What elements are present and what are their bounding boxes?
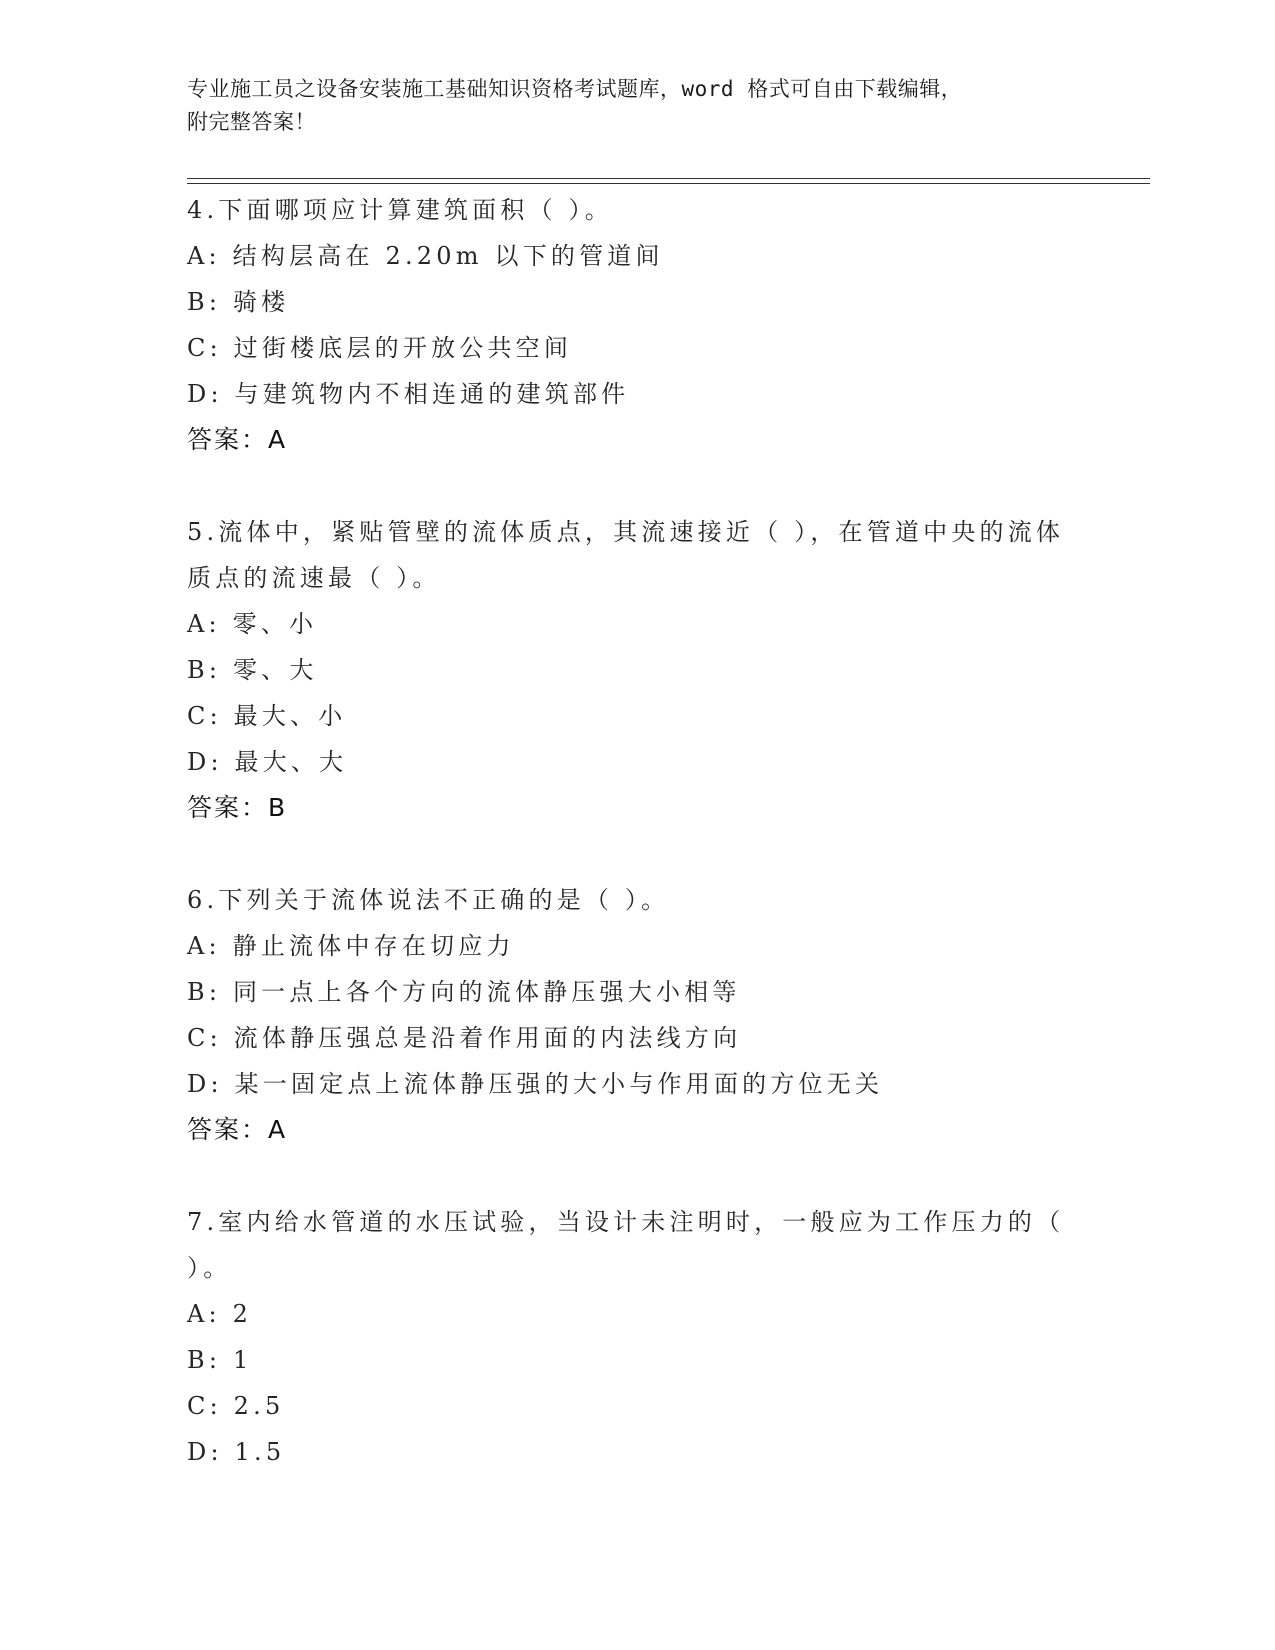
question-4 [187,187,1087,463]
question-6 [187,877,1087,1153]
question-stem: 4.下面哪项应计算建筑面积（ ）。 [187,196,613,224]
option-d: D: 最大、大 [187,748,348,776]
question-7 [187,1199,1087,1475]
option-d: D: 某一固定点上流体静压强的大小与作用面的方位无关 [187,1070,884,1098]
question-list [187,187,1087,1475]
option-b: B: 1 [187,1346,253,1374]
question-stem: 6.下列关于流体说法不正确的是（ ）。 [187,886,670,914]
answer-label: 答案：B [187,793,288,822]
answer-label: 答案：A [187,1115,288,1144]
option-c: C: 最大、小 [187,702,347,730]
option-c: C: 2.5 [187,1392,285,1420]
answer-label: 答案：A [187,425,288,454]
question-stem: 7.室内给水管道的水压试验，当设计未注明时，一般应为工作压力的（ ）。 [187,1208,1065,1282]
question-spacer [187,463,1087,509]
option-a: A: 静止流体中存在切应力 [187,932,515,960]
option-b: B: 同一点上各个方向的流体静压强大小相等 [187,978,741,1006]
question-5 [187,509,1087,831]
header-divider-top [187,178,1150,179]
header-line-1: 专业施工员之设备安装施工基础知识资格考试题库，word 格式可自由下载编辑， [187,77,963,101]
option-d: D: 1.5 [187,1438,286,1466]
option-a: A: 结构层高在 2.20m 以下的管道间 [187,242,664,270]
document-header [187,73,1087,139]
header-divider-bottom [187,183,1150,184]
option-a: A: 零、小 [187,610,318,638]
option-c: C: 过街楼底层的开放公共空间 [187,334,573,362]
question-spacer [187,1153,1087,1199]
header-line-2: 附完整答案！ [187,110,316,134]
option-b: B: 骑楼 [187,288,290,316]
question-spacer [187,831,1087,877]
option-d: D: 与建筑物内不相连通的建筑部件 [187,380,630,408]
question-stem: 5.流体中，紧贴管壁的流体质点，其流速接近（ ），在管道中央的流体质点的流速最（ ）。 [187,518,1065,592]
option-a: A: 2 [187,1300,253,1328]
option-c: C: 流体静压强总是沿着作用面的内法线方向 [187,1024,742,1052]
option-b: B: 零、大 [187,656,318,684]
